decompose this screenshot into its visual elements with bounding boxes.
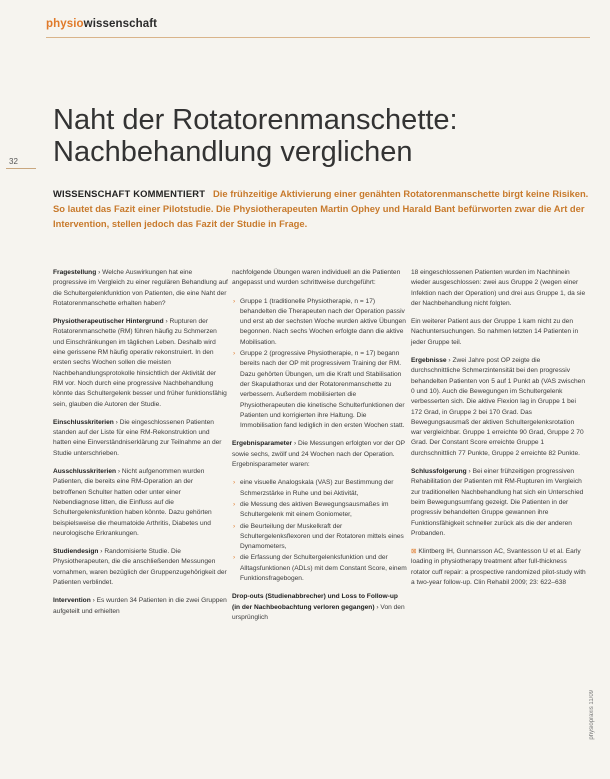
- list-item: › Gruppe 2 (progressive Physiotherapie, n = 17) begann bereits nach der OP mit progressivem Training der RM. Dazu gehörten Übungen, um die Kraft und Stabilisation der Skapulathorax und der Rotatorenmanschette zu verbessern. Außerdem mobilisierten die Physiotherapeuten die kinetische Schulterfunktionen der Patienten und korrigierten ihre Haltung. Die Immobilisation fand lediglich in den ersten Wochen statt.: [240, 349, 407, 431]
- lead-paragraph: [53, 186, 593, 231]
- text-dropouts: Von den ursprünglich: [232, 603, 405, 621]
- text-design: Randomisierte Studie. Die Physiotherapeuten, die die anschließenden Messungen vornahmen, waren bezüglich der Gruppenzugehörigkeit der Patienten verblindet.: [53, 548, 227, 587]
- text-inclusion: Die eingeschlossenen Patienten standen auf der Liste für eine RM-Rekonstruktion und hatten eine Einverständniserklärung zur Teilnahme an der Studie unterschrieben.: [53, 418, 222, 457]
- heading-background: Physiotherapeutischer Hintergrund: [53, 318, 164, 326]
- list-item: › die Beurteilung der Muskelkraft der Schultergelenksflexoren und der Rotatoren mittels eines Dynamometers,: [240, 522, 407, 553]
- list-item: › die Messung des aktiven Bewegungsausmaßes im Schultergelenk mit einem Goniometer,: [240, 500, 407, 521]
- header-section: wissenschaft: [83, 18, 158, 30]
- list-item: › die Erfassung der Schultergelenksfunktion und der Alltagsfunktionen (ADLs) mit dem Constant Score, einem Funktionsfragebogen.: [240, 553, 407, 584]
- heading-results: Ergebnisse: [411, 357, 447, 365]
- page-number: 32: [9, 157, 18, 166]
- text-outcomes: Die Messungen erfolgten vor der OP sowie sechs, zwölf und 24 Wochen nach der Operation. Ergebnisparameter waren:: [232, 440, 405, 469]
- outcome-list: [232, 478, 407, 584]
- text-results: Zwei Jahre post OP zeigte die durchschnittliche Schmerzintensität bei den progressiv behandelten Patienten von 5 auf 1 Punkt ab (VAS zwischen 0 und 10). Auch die Bewegungen im Schultergelenk verbesserten sich. Die aktive Flexion lag in Gruppe 1 bei 172 Grad, in Gruppe 2 bei 170 Grad. Das Bewegungsausmaß der aktiven Schultergelenksrotation war vergleichbar. Gruppe 1 erreichte 90 Grad, Gruppe 2 70 Grad. Der Constant Score erreichte Gruppe 1 durchschnittlich 77 Punkte, Gruppe 2 erreichte 82 Punkte.: [411, 357, 585, 457]
- column-1: Fragestellung › Welche Auswirkungen hat eine progressive im Vergleich zu einer regulären Behandlung auf die Schultergelenkfunktion von Patienten, die eine Naht der Rotatorenmanschette erhalten haben? Physiotherapeutischer Hintergrund › Rupturen der Rotatorenmanschette (RM) führen häufig zu Schmerzen und Einschränkungen im täglichen Leben. Deshalb wird eine gerissene RM häufig operativ rekonstruiert. In den ersten sechs Wochen sollen die meisten Nachbehandlungsprotokolle hinsichtlich der Aktivität der RM vor. Noch durch eine progressive Nachbehandlung könnte das Schultergelenk besser und früher funktionsfähig sein, glauben die Autoren der Studie. Einschlusskriterien › Die eingeschlossenen Patienten standen auf der Liste für eine RM-Rekonstruktion und hatten eine Einverständniserklärung zur Teilnahme an der Studie unterschrieben. Ausschlusskriterien › Nicht aufgenommen wurden Patienten, die bereits eine RM-Operation an der betroffenen Schulter hatten oder unter einer Nebendiagnose litten, die Einfluss auf die Schultergelenksfunktion haben könnte. Dazu gehörten beispielsweise die rheumatoide Arthritis, Diabetes und neurologische Erkrankungen. Studiendesign › Randomisierte Studie. Die Physiotherapeuten, die die anschließenden Messungen vornahmen, waren bezüglich der Gruppenzugehörigkeit der Patienten verblindet. Intervention › Es wurden 34 Patienten in die zwei Gruppen aufgeteilt und erhielten: [53, 269, 228, 615]
- reference-marker: ⊠: [411, 548, 417, 556]
- heading-dropouts: Drop-outs (Studienabbrecher) und Loss to Follow-up (in der Nachbeobachtung verloren gegangen): [232, 593, 398, 611]
- heading-conclusion: Schlussfolgerung: [411, 468, 467, 476]
- header-rule: [46, 37, 590, 38]
- text-dropouts-cont: 18 eingeschlossenen Patienten wurden im Nachhinein wieder ausgeschlossen: zwei aus Gruppe 2 (wegen einer Infektion nach der Operation) und drei aus Gruppe 1, da sie der Nachbehandlung nicht folgten.: [411, 269, 586, 307]
- heading-outcomes: Ergebnisparameter: [232, 440, 293, 448]
- reference: Klintberg IH, Gunnarsson AC, Svantesson U et al. Early loading in physiotherapy treatment after full-thickness rotator cuff repair: a prospective randomized pilot-study with a two-year follow-up. Clin Rehabil 2009; 23: 622–638: [411, 548, 586, 587]
- heading-exclusion: Ausschlusskriterien: [53, 468, 117, 476]
- text-background: Rupturen der Rotatorenmanschette (RM) führen häufig zu Schmerzen und Einschränkungen im täglichen Leben. Deshalb wird eine gerissene RM häufig operativ rekonstruiert. In den ersten sechs Wochen sollen die meisten Nachbehandlungsprotokolle hinsichtlich der Aktivität der RM vor. Noch durch eine progressive Nachbehandlung könnte das Schultergelenk besser und früher funktionsfähig sein, glauben die Autoren der Studie.: [53, 318, 227, 408]
- header-prefix: physio: [46, 18, 84, 30]
- heading-inclusion: Einschlusskriterien: [53, 418, 114, 426]
- heading-question: Fragestellung: [53, 269, 97, 276]
- lead-kicker: WISSENSCHAFT KOMMENTIERT: [53, 188, 206, 199]
- text-intervention: Es wurden 34 Patienten in die zwei Gruppen aufgeteilt und erhielten: [53, 597, 227, 615]
- group-list: [232, 297, 407, 432]
- lead-text: Die frühzeitige Aktivierung einer genähten Rotatorenmanschette birgt keine Risiken. So lautet das Fazit einer Pilotstudie. Die Physiotherapeuten Martin Ophey und Harald Bant befürworten zwar die Art der Intervention, stellen jedoch das Fazit der Studie in Frage.: [53, 188, 589, 229]
- heading-intervention: Intervention: [53, 597, 91, 605]
- column-3: 18 eingeschlossenen Patienten wurden im Nachhinein wieder ausgeschlossen: zwei aus Gruppe 2 (wegen einer Infektion nach der Operation) und drei aus Gruppe 1, da sie der Nachbehandlung nicht folgten. Ein weiterer Patient aus der Gruppe 1 kam nicht zu den Nachuntersuchungen. So nahmen letzten 14 Patienten in jeder Gruppe teil. Ergebnisse › Zwei Jahre post OP zeigte die durchschnittliche Schmerzintensität bei den progressiv behandelten Patienten von 5 auf 1 Punkt ab (VAS zwischen 0 und 10). Auch die Bewegungen im Schultergelenk verbesserten sich. Die aktive Flexion lag in Gruppe 1 bei 172 Grad, in Gruppe 2 bei 170 Grad. Das Bewegungsausmaß der aktiven Schultergelenksrotation war vergleichbar. Gruppe 1 erreichte 90 Grad, Gruppe 2 70 Grad. Der Constant Score erreichte Gruppe 1 durchschnittlich 77 Punkte, Gruppe 2 erreichte 82 Punkte. Schlussfolgerung › Bei einer frühzeitigen progressiven Rehabilitation der Patienten mit RM-Rupturen im Vergleich zur traditionellen Nachbehandlung hat sich ein Unterschied beim Bewegungsumfang gezeigt. Die Patienten in der progressiv behandelten Gruppe gewannen ihre Funktionsfähigkeit schneller zurück als die der anderen Probanden. ⊠ Klintberg IH, Gunnarsson AC, Svantesson U et al. Early loading in physiotherapy treatment after full-thickness rotator cuff repair: a prospective randomized pilot-study with a two-year follow-up. Clin Rehabil 2009; 23: 622–638: [411, 269, 586, 587]
- text-question: Welche Auswirkungen hat eine progressive im Vergleich zu einer regulären Behandlung auf die Schultergelenkfunktion von Patienten, die eine Naht der Rotatorenmanschette erhalten haben?: [53, 269, 228, 307]
- column-2: nachfolgende Übungen waren individuell an die Patienten angepasst und wurden schrittweise durchgeführt: › Gruppe 1 (traditionelle Physiotherapie, n = 17) behandelten die Therapeuten nach der Operation passiv und erst ab der sechsten Woche wurden aktive Übungen begonnen. Nach sechs Wochen erfolgte dann die aktive Mobilisation. › Gruppe 2 (progressive Physiotherapie, n = 17) begann bereits nach der OP mit progressivem Training der RM. Dazu gehörten Übungen, um die Kraft und Stabilisation der Skapulathorax und der Rotatorenmanschette zu verbessern. Außerdem mobilisierten die Physiotherapeuten die kinetische Schulterfunktionen der Patienten und korrigierten ihre Haltung. Die Immobilisation fand lediglich in den ersten Wochen statt. Ergebnisparameter › Die Messungen erfolgten vor der OP sowie sechs, zwölf und 24 Wochen nach der Operation. Ergebnisparameter waren: › eine visuelle Analogskala (VAS) zur Bestimmung der Schmerzstärke in Ruhe und bei Aktivität, › die Messung des aktiven Bewegungsausmaßes im Schultergelenk mit einem Goniometer, › die Beurteilung der Muskelkraft der Schultergelenksflexoren und der Rotatoren mittels eines Dynamometers, › die Erfassung der Schultergelenksfunktion und der Alltagsfunktionen (ADLs) mit dem Constant Score, einem Funktionsfragebogen. Drop-outs (Studienabbrecher) und Loss to Follow-up (in der Nachbeobachtung verloren gegangen) › Von den ursprünglich: [232, 268, 407, 631]
- section-header: [46, 18, 157, 30]
- list-item: › Gruppe 1 (traditionelle Physiotherapie, n = 17) behandelten die Therapeuten nach der Operation passiv und erst ab der sechsten Woche wurden aktive Übungen begonnen. Nach sechs Wochen erfolgte dann die aktive Mobilisation.: [240, 297, 407, 348]
- side-note: physiopraxis 11/09: [589, 690, 595, 740]
- article-title: Naht der Rotatorenmanschette: Nachbehandlung verglichen: [53, 104, 458, 168]
- text-exclusion: Nicht aufgenommen wurden Patienten, die bereits eine RM-Operation an der betroffenen Schulter hatten oder unter einer Nebendiagnose litten, die Einfluss auf die Schultergelenksfunktion haben könnte. Dazu gehörten beispielsweise die rheumatoide Arthritis, Diabetes und neurologische Erkrankungen.: [53, 468, 212, 537]
- text-dropouts-cont-2: Ein weiterer Patient aus der Gruppe 1 kam nicht zu den Nachuntersuchungen. So nahmen letzten 14 Patienten in jeder Gruppe teil.: [411, 318, 579, 346]
- heading-design: Studiendesign: [53, 548, 99, 556]
- page-number-rule: [6, 168, 36, 169]
- text-conclusion: Bei einer frühzeitigen progressiven Rehabilitation der Patienten mit RM-Rupturen im Vergleich zur traditionellen Nachbehandlung hat sich ein Unterschied beim Bewegungsumfang gezeigt. Die Patienten in der progressiv behandelten Gruppe gewannen ihre Funktionsfähigkeit schneller zurück als die der anderen Probanden.: [411, 468, 584, 537]
- list-item: › eine visuelle Analogskala (VAS) zur Bestimmung der Schmerzstärke in Ruhe und bei Aktivität,: [240, 478, 407, 499]
- text-intervention-cont: nachfolgende Übungen waren individuell an die Patienten angepasst und wurden schrittweise durchgeführt:: [232, 269, 401, 287]
